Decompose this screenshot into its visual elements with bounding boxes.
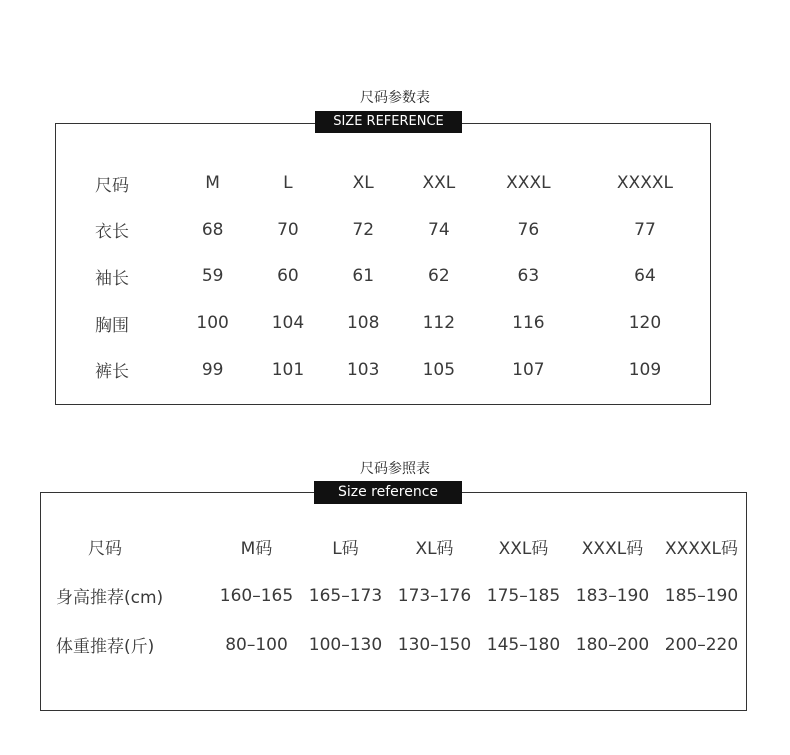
table-cell: 107 [512,359,545,380]
table-cell: 160–165 [219,585,294,606]
table-cell: 183–190 [575,585,650,606]
table-cell: 61 [352,266,375,287]
size-reference-badge: SIZE REFERENCE [315,111,462,133]
row-label: 衣长 [95,222,129,243]
table-row [40,522,746,571]
size-reference-badge-lower: Size reference [314,481,462,504]
table-row [55,346,710,393]
table-cell: 100 [196,313,229,334]
table-cell: 76 [517,219,540,240]
size-parameter-title: 尺码参数表 [360,90,430,106]
size-parameter-table [55,160,710,393]
table-cell: 72 [352,219,375,240]
table-cell: XL码 [415,539,454,559]
row-label: 身高推荐(cm) [56,588,164,608]
table-cell: XXL [422,173,456,194]
table-cell: 145–180 [486,634,561,655]
table-cell: 77 [634,219,656,240]
table-cell: 180–200 [575,634,650,655]
table-row [40,571,746,620]
table-cell: M [205,173,220,194]
table-cell: XXXXL码 [664,539,739,559]
table-row [55,253,710,300]
table-cell: 105 [422,359,456,380]
table-cell: 165–173 [308,585,383,606]
table-cell: 109 [628,359,662,380]
table-cell: 80–100 [225,634,288,655]
table-cell: 120 [628,313,662,334]
table-cell: XL [352,173,374,194]
table-row [40,620,746,669]
row-label: 体重推荐(斤) [56,637,155,657]
table-cell: 62 [428,266,450,287]
table-row [55,160,710,207]
table-cell: XXXL [506,173,551,194]
table-cell: XXL码 [498,539,549,559]
table-cell: 101 [271,359,305,380]
table-cell: 103 [346,359,380,380]
table-cell: 185–190 [664,585,739,606]
table-cell: 112 [422,313,456,334]
table-row [55,300,710,347]
table-row [55,207,710,254]
table-cell: 68 [201,219,224,240]
table-cell: 63 [517,266,540,287]
table-cell: 108 [346,313,380,334]
row-label: 尺码 [95,175,129,196]
table-cell: L [283,173,293,194]
table-cell: 100–130 [308,634,383,655]
table-cell: 99 [201,359,224,380]
table-cell: 59 [201,266,224,287]
table-cell: 175–185 [486,585,561,606]
table-cell: 200–220 [664,634,739,655]
table-cell: L码 [332,539,359,559]
table-cell: 130–150 [397,634,472,655]
table-cell: 116 [512,313,545,334]
row-label: 裤长 [95,362,129,383]
size-guide-table [40,522,746,669]
row-label: 尺码 [88,539,122,559]
table-cell: 60 [277,266,299,287]
size-guide-title: 尺码参照表 [360,461,430,477]
table-cell: 74 [428,219,450,240]
row-label: 袖长 [95,268,129,289]
table-cell: M码 [240,539,273,559]
table-cell: 104 [271,313,305,334]
table-cell: XXXL码 [581,539,644,559]
table-cell: 64 [634,266,656,287]
row-label: 胸围 [95,315,129,336]
table-cell: XXXXL [616,173,673,194]
table-cell: 173–176 [397,585,472,606]
table-cell: 70 [277,219,299,240]
